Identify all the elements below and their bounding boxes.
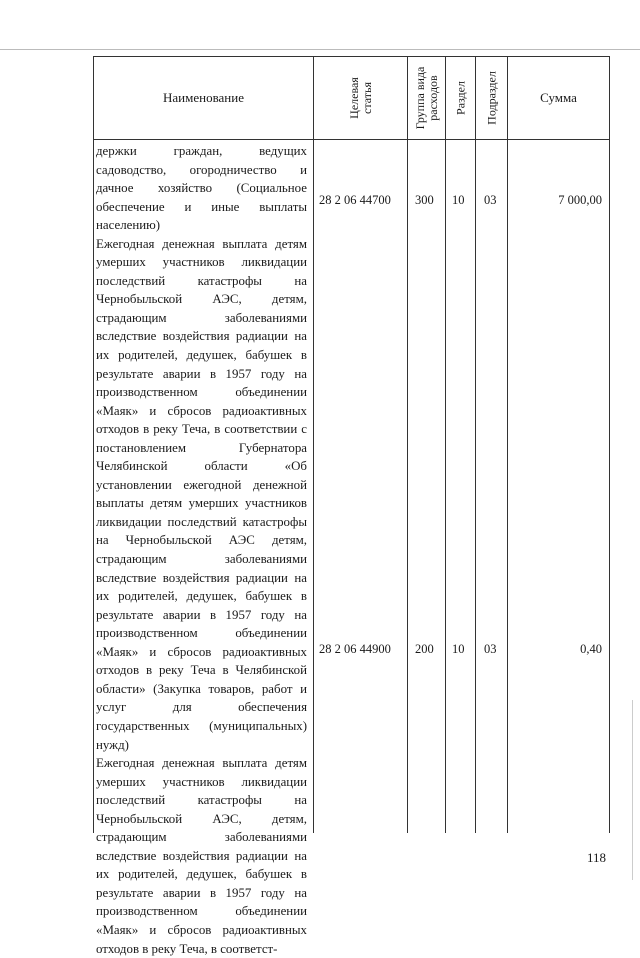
column-border	[507, 140, 508, 833]
column-border	[475, 140, 476, 833]
header-subsection-label: Подраздел	[484, 70, 498, 125]
section-cell: 10	[452, 193, 465, 207]
section-cell: 10	[452, 642, 465, 656]
target-article-cell: 28 2 06 44900	[319, 642, 391, 656]
name-paragraph: держки граждан, ведущих садоводство, огородничество и дачное хозяйство (Социальное обеспечение и иные выплаты населению)	[96, 144, 307, 233]
amount-cell: 7 000,00	[558, 193, 602, 207]
column-border	[609, 140, 610, 833]
column-border	[93, 140, 94, 833]
expense-group-cell: 200	[415, 642, 434, 656]
column-border	[313, 140, 314, 833]
expense-group-cell: 300	[415, 193, 434, 207]
header-name	[93, 56, 313, 140]
header-section-label: Раздел	[453, 80, 467, 115]
header-target-article-label: Целевая статья	[346, 76, 374, 119]
column-border	[445, 140, 446, 833]
column-border	[407, 140, 408, 833]
header-section	[445, 56, 475, 140]
amount-cell: 0,40	[580, 642, 602, 656]
header-amount-label: Сумма	[540, 89, 577, 105]
subsection-cell: 03	[484, 193, 497, 207]
page-top-rule	[0, 49, 640, 50]
header-target-article	[313, 56, 407, 140]
name-paragraph: Ежегодная денежная выплата детям умерших участников ликвидации последствий катастрофы на Чернобыльской АЭС, детям, страдающим заболеваниями вследствие воздействия радиации на их родителей, дедушек, бабушек в результате аварии в 1957 году на производственном объединении «Маяк» и сбросов радиоактивных отходов в реку Теча, в соответст-	[96, 756, 307, 956]
header-name-label: Наименование	[163, 89, 244, 105]
name-column-text	[96, 142, 307, 958]
subsection-cell: 03	[484, 642, 497, 656]
header-expense-group-label: Группа вида расходов	[412, 66, 440, 129]
header-expense-group	[407, 56, 445, 140]
header-subsection	[475, 56, 507, 140]
name-paragraph: Ежегодная денежная выплата детям умерших участников ликвидации последствий катастрофы на Чернобыльской АЭС, детям, страдающим заболеваниями вследствие воздействия радиации на их родителей, дедушек, бабушек в результате аварии в 1957 году на производственном объединении «Маяк» и сбросов радиоактивных отходов в реку Теча, в соответствии с постановлением Губернатора Челябинской области «Об установлении ежегодной денежной выплаты детям умерших участников ликвидации последствий катастрофы на Чернобыльской АЭС детям, страдающим заболеваниями вследствие воздействия радиации на их родителей, дедушек, бабушек в результате аварии в 1957 году на производственном объединении «Маяк» и сбросов радиоактивных отходов в реку Теча в Челябинской области» (Закупка товаров, работ и услуг для обеспечения государственных (муниципальных) нужд)	[96, 236, 307, 752]
page-number: 118	[587, 850, 607, 865]
scan-edge-line	[632, 700, 633, 880]
target-article-cell: 28 2 06 44700	[319, 193, 391, 207]
header-amount	[507, 56, 610, 140]
